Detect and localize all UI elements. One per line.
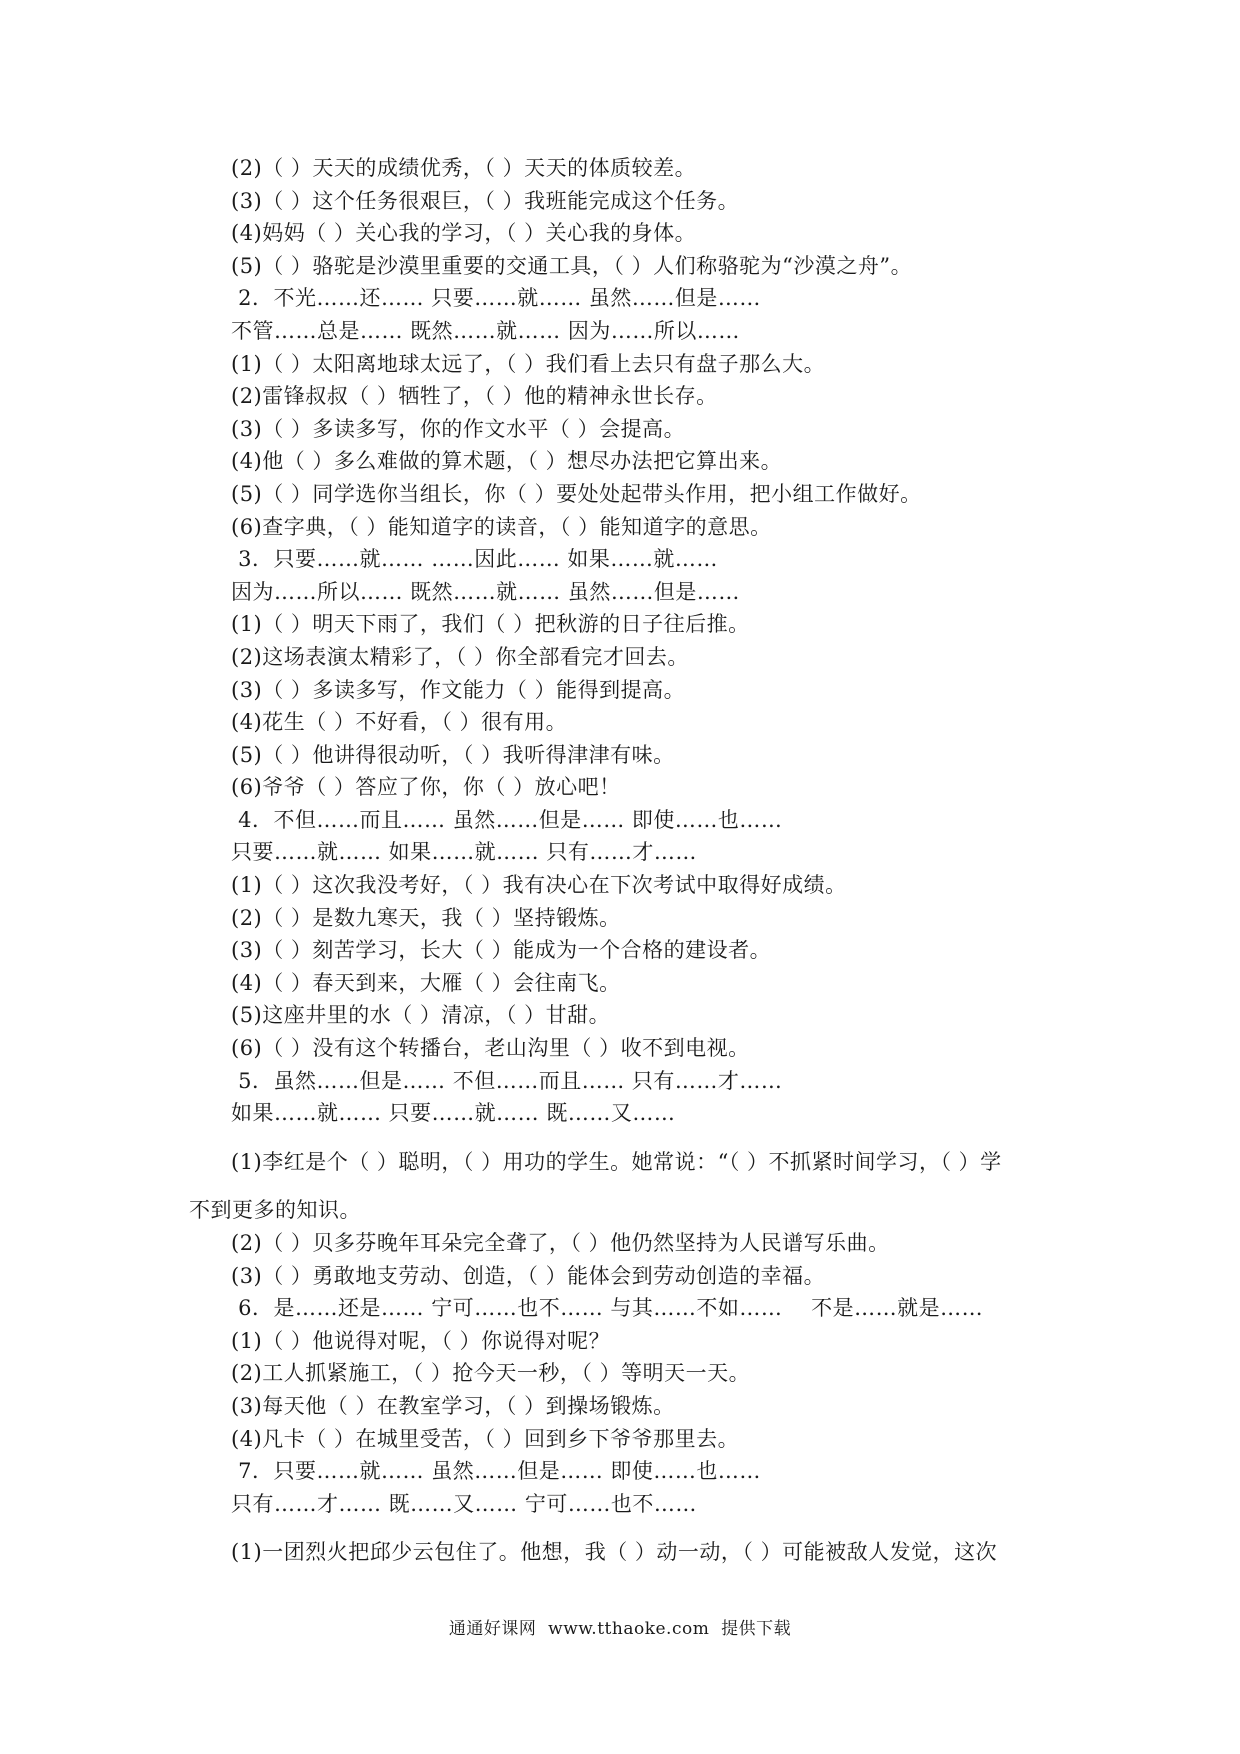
text-line: (3)（ ）这个任务很艰巨，（ ）我班能完成这个任务。 — [231, 188, 740, 213]
text-line: (3)（ ）刻苦学习，长大（ ）能成为一个合格的建设者。 — [231, 938, 772, 963]
text-line: (4)妈妈（ ）关心我的学习，（ ）关心我的身体。 — [231, 221, 697, 246]
word-options: 因为……所以…… 既然……就…… 虽然……但是…… — [231, 579, 740, 604]
exercise-body — [0, 152, 1240, 1569]
text-line: (5)（ ）他讲得很动听，（ ）我听得津津有味。 — [231, 742, 675, 767]
word-options: 不管……总是…… 既然……就…… 因为……所以…… — [231, 318, 740, 343]
text-line: (6)爷爷（ ）答应了你，你（ ）放心吧！ — [231, 775, 621, 800]
paragraph-line: (1)李红是个（ ）聪明，（ ）用功的学生。她常说：“（ ）不抓紧时间学习，（ ）学 — [231, 1149, 1002, 1174]
text-line: (3)（ ）多读多写，你的作文水平（ ）会提高。 — [231, 416, 686, 441]
text-line: (4)凡卡（ ）在城里受苦，（ ）回到乡下爷爷那里去。 — [231, 1426, 740, 1451]
text-line: (1)（ ）明天下雨了，我们（ ）把秋游的日子往后推。 — [231, 612, 750, 637]
paragraph-gap — [0, 1178, 1240, 1194]
text-line: (4)（ ）春天到来，大雁（ ）会往南飞。 — [231, 970, 621, 995]
word-options: 只有……才…… 既……又…… 宁可……也不…… — [231, 1491, 697, 1516]
text-line: (1)（ ）他说得对呢，（ ）你说得对呢？ — [231, 1328, 611, 1353]
section-heading: 2．不光……还…… 只要……就…… 虽然……但是…… — [231, 286, 761, 311]
text-line: (2)（ ）贝多芬晚年耳朵完全聋了，（ ）他仍然坚持为人民谱写乐曲。 — [231, 1231, 890, 1255]
page-footer: 通通好课网 www.tthaoke.com 提供下载 — [448, 1619, 792, 1639]
text-line: (2)这场表演太精彩了，（ ）你全部看完才回去。 — [231, 644, 689, 669]
word-options: 只要……就…… 如果……就…… 只有……才…… — [231, 840, 697, 865]
text-line: (2)（ ）是数九寒天，我（ ）坚持锻炼。 — [231, 905, 621, 930]
word-options: 如果……就…… 只要……就…… 既……又…… — [231, 1101, 676, 1126]
text-line: (6)查字典，（ ）能知道字的读音，（ ）能知道字的意思。 — [231, 514, 772, 539]
text-line: (3)（ ）勇敢地支劳动、创造，（ ）能体会到劳动创造的幸福。 — [231, 1263, 826, 1288]
section-heading: 6．是……还是…… 宁可……也不…… 与其……不如…… 不是……就是…… — [231, 1296, 984, 1321]
section-heading: 7．只要……就…… 虽然……但是…… 即使……也…… — [231, 1459, 761, 1484]
text-line: (2)工人抓紧施工，（ ）抢今天一秒，（ ）等明天一天。 — [231, 1361, 751, 1386]
text-line: (6)（ ）没有这个转播台，老山沟里（ ）收不到电视。 — [231, 1036, 750, 1061]
paragraph-line: 不到更多的知识。 — [189, 1198, 361, 1223]
text-line: (5)（ ）同学选你当组长，你（ ）要处处起带头作用，把小组工作做好。 — [231, 481, 922, 506]
text-line: (4)他（ ）多么难做的算术题，（ ）想尽办法把它算出来。 — [231, 449, 783, 474]
text-line: (3)（ ）多读多写，作文能力（ ）能得到提高。 — [231, 677, 686, 702]
paragraph-line: (1)一团烈火把邱少云包住了。他想，我（ ）动一动，（ ）可能被敌人发觉，这次 — [231, 1540, 998, 1565]
paragraph-gap — [0, 1520, 1240, 1536]
text-line: (3)每天他（ ）在教室学习，（ ）到操场锻炼。 — [231, 1393, 675, 1418]
section-heading: 5．虽然……但是…… 不但……而且…… 只有……才…… — [231, 1068, 783, 1093]
text-line: (5)这座井里的水（ ）清凉，（ ）甘甜。 — [231, 1003, 611, 1028]
paragraph-gap — [0, 1130, 1240, 1146]
text-line: (2)雷锋叔叔（ ）牺牲了，（ ）他的精神永世长存。 — [231, 384, 718, 409]
text-line: (5)（ ）骆驼是沙漠里重要的交通工具，（ ）人们称骆驼为“沙漠之舟”。 — [231, 253, 913, 278]
section-heading: 3．只要……就…… ……因此…… 如果……就…… — [231, 547, 718, 572]
text-line: (2)（ ）天天的成绩优秀，（ ）天天的体质较差。 — [231, 156, 697, 180]
text-line: (1)（ ）太阳离地球太远了，（ ）我们看上去只有盘子那么大。 — [231, 351, 826, 376]
section-heading: 4．不但……而且…… 虽然……但是…… 即使……也…… — [231, 807, 783, 832]
text-line: (1)（ ）这次我没考好，（ ）我有决心在下次考试中取得好成绩。 — [231, 873, 847, 898]
text-line: (4)花生（ ）不好看，（ ）很有用。 — [231, 710, 568, 735]
